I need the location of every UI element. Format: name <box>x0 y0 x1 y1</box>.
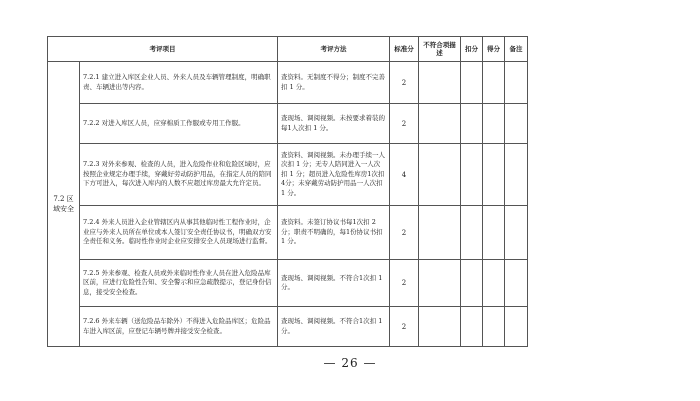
method-cell: 查资料。未签订协议书每1次扣 2 分；职责不明确的，每1份协议书扣 1 分。 <box>278 206 390 260</box>
item-cell: 7.2.2 对进入库区人员，应穿棉质工作服或专用工作服。 <box>80 104 278 144</box>
nonconform-cell <box>419 144 461 206</box>
score-cell <box>483 307 505 347</box>
remark-cell <box>505 104 528 144</box>
nonconform-cell <box>419 260 461 307</box>
standard-score-cell: 2 <box>390 62 419 104</box>
standard-score-cell: 2 <box>390 206 419 260</box>
header-item: 考评项目 <box>48 37 278 62</box>
table-row <box>48 104 528 144</box>
standard-score-cell: 2 <box>390 260 419 307</box>
header-remark: 备注 <box>505 37 528 62</box>
deduct-cell <box>461 104 483 144</box>
deduct-cell <box>461 307 483 347</box>
score-cell <box>483 206 505 260</box>
header-nonconform: 不符合项描述 <box>419 37 461 62</box>
table-row <box>48 206 528 260</box>
header-deduct: 扣分 <box>461 37 483 62</box>
deduct-cell <box>461 260 483 307</box>
evaluation-table <box>47 36 528 347</box>
header-method: 考评方法 <box>278 37 390 62</box>
score-cell <box>483 144 505 206</box>
remark-cell <box>505 62 528 104</box>
score-cell <box>483 104 505 144</box>
area-cell: 7.2 区域安全 <box>48 62 80 347</box>
header-score: 得分 <box>483 37 505 62</box>
score-cell <box>483 260 505 307</box>
method-cell: 查资料、调阅视频。未办理手续一人次扣 1 分；无专人陪同进入一人次扣 1 分；超员进入危险性库房1次扣 4分；未穿戴劳动防护用品一人次扣 1 分。 <box>278 144 390 206</box>
remark-cell <box>505 260 528 307</box>
deduct-cell <box>461 206 483 260</box>
nonconform-cell <box>419 62 461 104</box>
item-cell: 7.2.1 建立进入库区企业人员、外来人员及车辆管理制度，明确职责、车辆进出等内容。 <box>80 62 278 104</box>
table-row <box>48 144 528 206</box>
method-cell: 查现场、调阅视频。未按要求着装的每1人次扣 1 分。 <box>278 104 390 144</box>
item-cell: 7.2.5 外来参观、检查人员或外来临时性作业人员在进入危险品库区前，应进行危险性告知、安全警示和应急疏散提示，登记身份信息，接受安全检查。 <box>80 260 278 307</box>
table-row <box>48 307 528 347</box>
remark-cell <box>505 307 528 347</box>
deduct-cell <box>461 144 483 206</box>
score-cell <box>483 62 505 104</box>
standard-score-cell: 2 <box>390 104 419 144</box>
nonconform-cell <box>419 307 461 347</box>
table-row <box>48 260 528 307</box>
header-standard-score: 标准分 <box>390 37 419 62</box>
nonconform-cell <box>419 104 461 144</box>
standard-score-cell: 4 <box>390 144 419 206</box>
remark-cell <box>505 144 528 206</box>
method-cell: 查现场、调阅视频。不符合1次扣 1 分。 <box>278 307 390 347</box>
item-cell: 7.2.3 对外来参观、检查的人员，进入危险作业和危险区域时，应按照企业规定办理手续，穿戴好劳动防护用品，在指定人员的陪同下方可进入，每次进入库内的人数不应超过库房最大允许定员。 <box>80 144 278 206</box>
method-cell: 查现场、调阅视频。不符合1次扣 1 分。 <box>278 260 390 307</box>
standard-score-cell: 2 <box>390 307 419 347</box>
page-number: — 26 — <box>323 356 377 370</box>
method-cell: 查资料。无制度不得分；制度不完善扣 1 分。 <box>278 62 390 104</box>
header-row <box>48 37 528 62</box>
nonconform-cell <box>419 206 461 260</box>
table-row <box>48 62 528 104</box>
deduct-cell <box>461 62 483 104</box>
item-cell: 7.2.6 外来车辆（送危险品车除外）不得进入危险品库区；危险品车进入库区前，应登记车辆号牌并接受安全检查。 <box>80 307 278 347</box>
remark-cell <box>505 206 528 260</box>
item-cell: 7.2.4 外来人员进入企业管辖区内从事其他临时性工程作业时，企业应与外来人员所在单位或本人签订安全责任协议书，明确双方安全责任和义务。临时性作业时企业应安排安全人员现场进行监督。 <box>80 206 278 260</box>
